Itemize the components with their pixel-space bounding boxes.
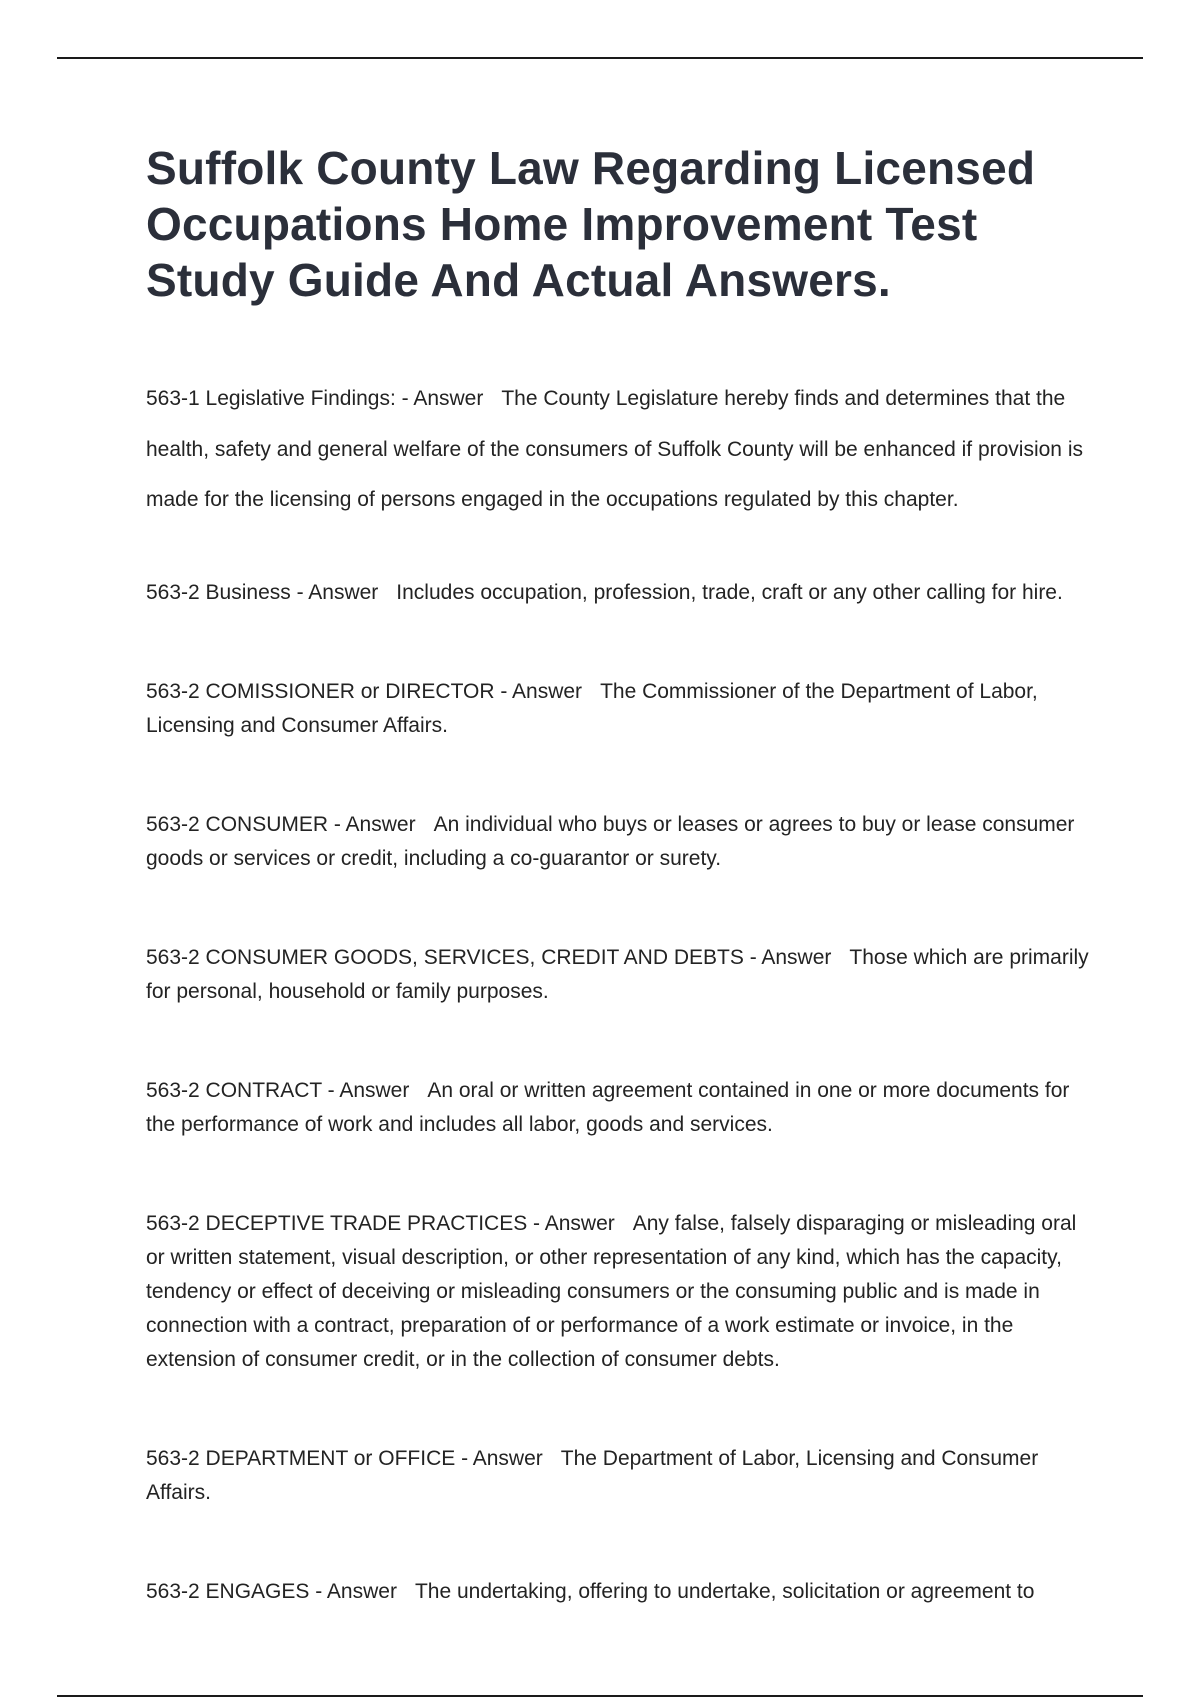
entry-legislative-findings [146, 374, 1096, 526]
entry-deceptive-trade-practices [146, 1207, 1096, 1377]
entry-definition: Includes occupation, profession, trade, craft or any other calling for hire. [396, 580, 1063, 604]
entry-commissioner [146, 675, 1096, 743]
entry-list [146, 374, 1096, 1609]
entry-term: 563-1 Legislative Findings: - Answer [146, 387, 484, 410]
entry-term: 563-2 DECEPTIVE TRADE PRACTICES - Answer [146, 1211, 615, 1235]
document-body [146, 140, 1096, 1674]
entry-definition: The undertaking, offering to undertake, solicitation or agreement to [414, 1579, 1035, 1603]
entry-definition: The County Legislature hereby finds and determines that the health, safety and general welfare of the consumers of Suffolk County will be enhanced if provision is made for the licensing of persons engaged in the occupations regulated by this chapter. [146, 387, 1083, 511]
top-rule [57, 57, 1143, 59]
entry-definition: Any false, falsely disparaging or misleading oral or written statement, visual description, or other representation of any kind, which has the capacity, tendency or effect of deceiving or misleading consumers or the consuming public and is made in connection with a contract, preparation of or performance of a work estimate or invoice, in the extension of consumer credit, or in the collection of consumer debts. [146, 1211, 1077, 1371]
entry-definition: An oral or written agreement contained in one or more documents for the performance of work and includes all labor, goods and services. [146, 1078, 1070, 1136]
entry-definition: The Department of Labor, Licensing and Consumer Affairs. [146, 1446, 1039, 1504]
entry-definition: An individual who buys or leases or agrees to buy or lease consumer goods or services or credit, including a co-guarantor or surety. [146, 812, 1075, 870]
entry-consumer-goods [146, 941, 1096, 1009]
entry-contract [146, 1074, 1096, 1142]
entry-business [146, 576, 1096, 610]
entry-term: 563-2 Business - Answer [146, 580, 379, 604]
document-title: Suffolk County Law Regarding Licensed Occupations Home Improvement Test Study Guide And Actual Answers. [146, 142, 1036, 306]
entry-term: 563-2 DEPARTMENT or OFFICE - Answer [146, 1446, 543, 1470]
entry-term: 563-2 COMISSIONER or DIRECTOR - Answer [146, 679, 583, 703]
entry-department [146, 1442, 1096, 1510]
entry-term: 563-2 CONSUMER GOODS, SERVICES, CREDIT AND DEBTS - Answer [146, 945, 832, 969]
entry-engages [146, 1575, 1096, 1609]
entry-term: 563-2 CONSUMER - Answer [146, 812, 416, 836]
entry-term: 563-2 CONTRACT - Answer [146, 1078, 410, 1102]
entry-term: 563-2 ENGAGES - Answer [146, 1579, 397, 1603]
entry-definition: The Commissioner of the Department of Labor, Licensing and Consumer Affairs. [146, 679, 1038, 737]
entry-definition: Those which are primarily for personal, household or family purposes. [146, 945, 1089, 1003]
entry-consumer [146, 808, 1096, 876]
bottom-rule [57, 1695, 1143, 1697]
